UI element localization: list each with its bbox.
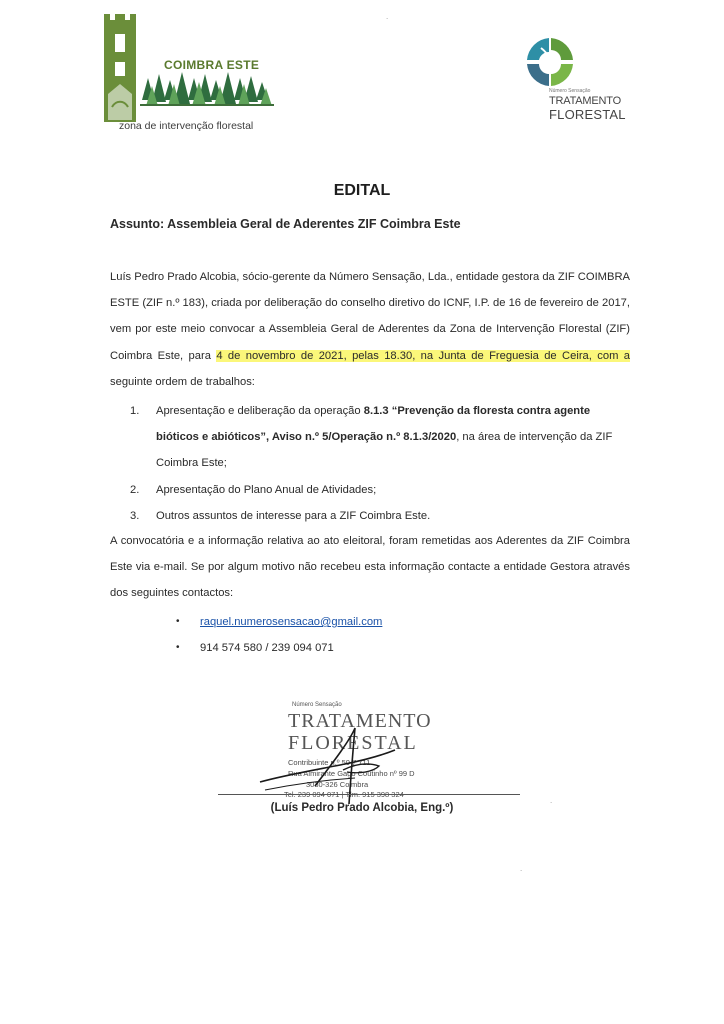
agenda-item <box>130 398 630 477</box>
circular-leaf-icon <box>515 30 625 90</box>
bullet-icon: • <box>176 642 180 653</box>
paragraph-text: Luís Pedro Prado Alcobia, sócio-gerente da Número Sensação, Lda., entidade gestora da ZIF COIMBRA ESTE (ZIF n.º 183), criada por deliberação do conselho diretivo do ICNF, I.P. de 16 de fevereiro de 2017, vem por este meio convocar a Assembleia Geral de Aderentes da Zona de Intervenção Florestal (ZIF) Coimbra Este, para <box>110 271 630 362</box>
signatory-name: (Luís Pedro Prado Alcobia, Eng.º) <box>270 802 454 814</box>
stamp-line-2: FLORESTAL <box>288 732 418 754</box>
tratamento-florestal-logo <box>515 30 625 130</box>
document-subject: Assunto: Assembleia Geral de Aderentes ZIF Coimbra Este <box>110 217 461 231</box>
stamp-line-1: TRATAMENTO <box>288 710 432 732</box>
email-link[interactable]: raquel.numerosensacao@gmail.com <box>200 616 383 628</box>
agenda-item <box>130 477 630 503</box>
stamp-detail-line: Contribuinte n.º 50 7 711 <box>288 758 371 767</box>
paragraph-convocation <box>110 264 630 395</box>
signature-line <box>218 794 520 795</box>
contact-email-item <box>172 609 382 635</box>
scan-speck: . <box>550 796 553 805</box>
stamp-detail-line: 3030-326 Coimbra <box>306 780 369 789</box>
agenda-number: 2. <box>130 483 140 496</box>
agenda-list <box>130 398 630 529</box>
logo-line-2: FLORESTAL <box>549 107 626 122</box>
agenda-text: Apresentação do Plano Anual de Atividades; <box>156 483 377 496</box>
agenda-text: Outros assuntos de interesse para a ZIF Coimbra Este. <box>156 509 431 522</box>
agenda-number: 1. <box>130 405 140 417</box>
paragraph-contacts-intro: A convocatória e a informação relativa ao ato eleitoral, foram remetidas aos Aderentes da ZIF Coimbra Este via e-mail. Se por algum motivo não recebeu esta informação contacte a entidade Gestora através dos seguintes contactos: <box>110 535 630 600</box>
coimbra-este-logo <box>100 12 285 132</box>
scan-speck: . <box>520 864 523 873</box>
stamp-detail-line: Rua Almirante Gago Coutinho nº 99 D <box>288 769 415 778</box>
stamp-small-text: Número Sensação <box>292 702 342 708</box>
agenda-item <box>130 503 630 529</box>
agenda-text-end: , na área de intervenção da ZIF Coimbra Este; <box>156 431 613 470</box>
contact-phone-item <box>172 635 382 661</box>
agenda-bold-text: 8.1.3 “Prevenção da floresta contra agente bióticos e abióticos”, Aviso n.º 5/Operação n.º 8.1.3/2020 <box>156 405 591 444</box>
agenda-text: Apresentação e deliberação da operação <box>156 405 364 417</box>
document-title: EDITAL <box>333 182 391 199</box>
scan-speck: . <box>386 12 389 21</box>
logo-line-1: TRATAMENTO <box>549 95 621 107</box>
contacts-list <box>172 609 382 661</box>
phone-numbers: 914 574 580 / 239 094 071 <box>200 642 334 654</box>
logo-small-caption: Número Sensação <box>549 88 591 94</box>
highlighted-date-location: 4 de novembro de 2021, pelas 18.30, na Junta de Freguesia de Ceira, com a <box>216 349 630 362</box>
paragraph-text-end: seguinte ordem de trabalhos: <box>110 375 255 388</box>
bullet-icon: • <box>176 616 180 627</box>
brand-tagline: zona de intervenção florestal <box>119 120 254 132</box>
brand-title: COIMBRA ESTE <box>164 58 260 72</box>
handwritten-signature <box>255 720 435 810</box>
agenda-number: 3. <box>130 509 140 522</box>
